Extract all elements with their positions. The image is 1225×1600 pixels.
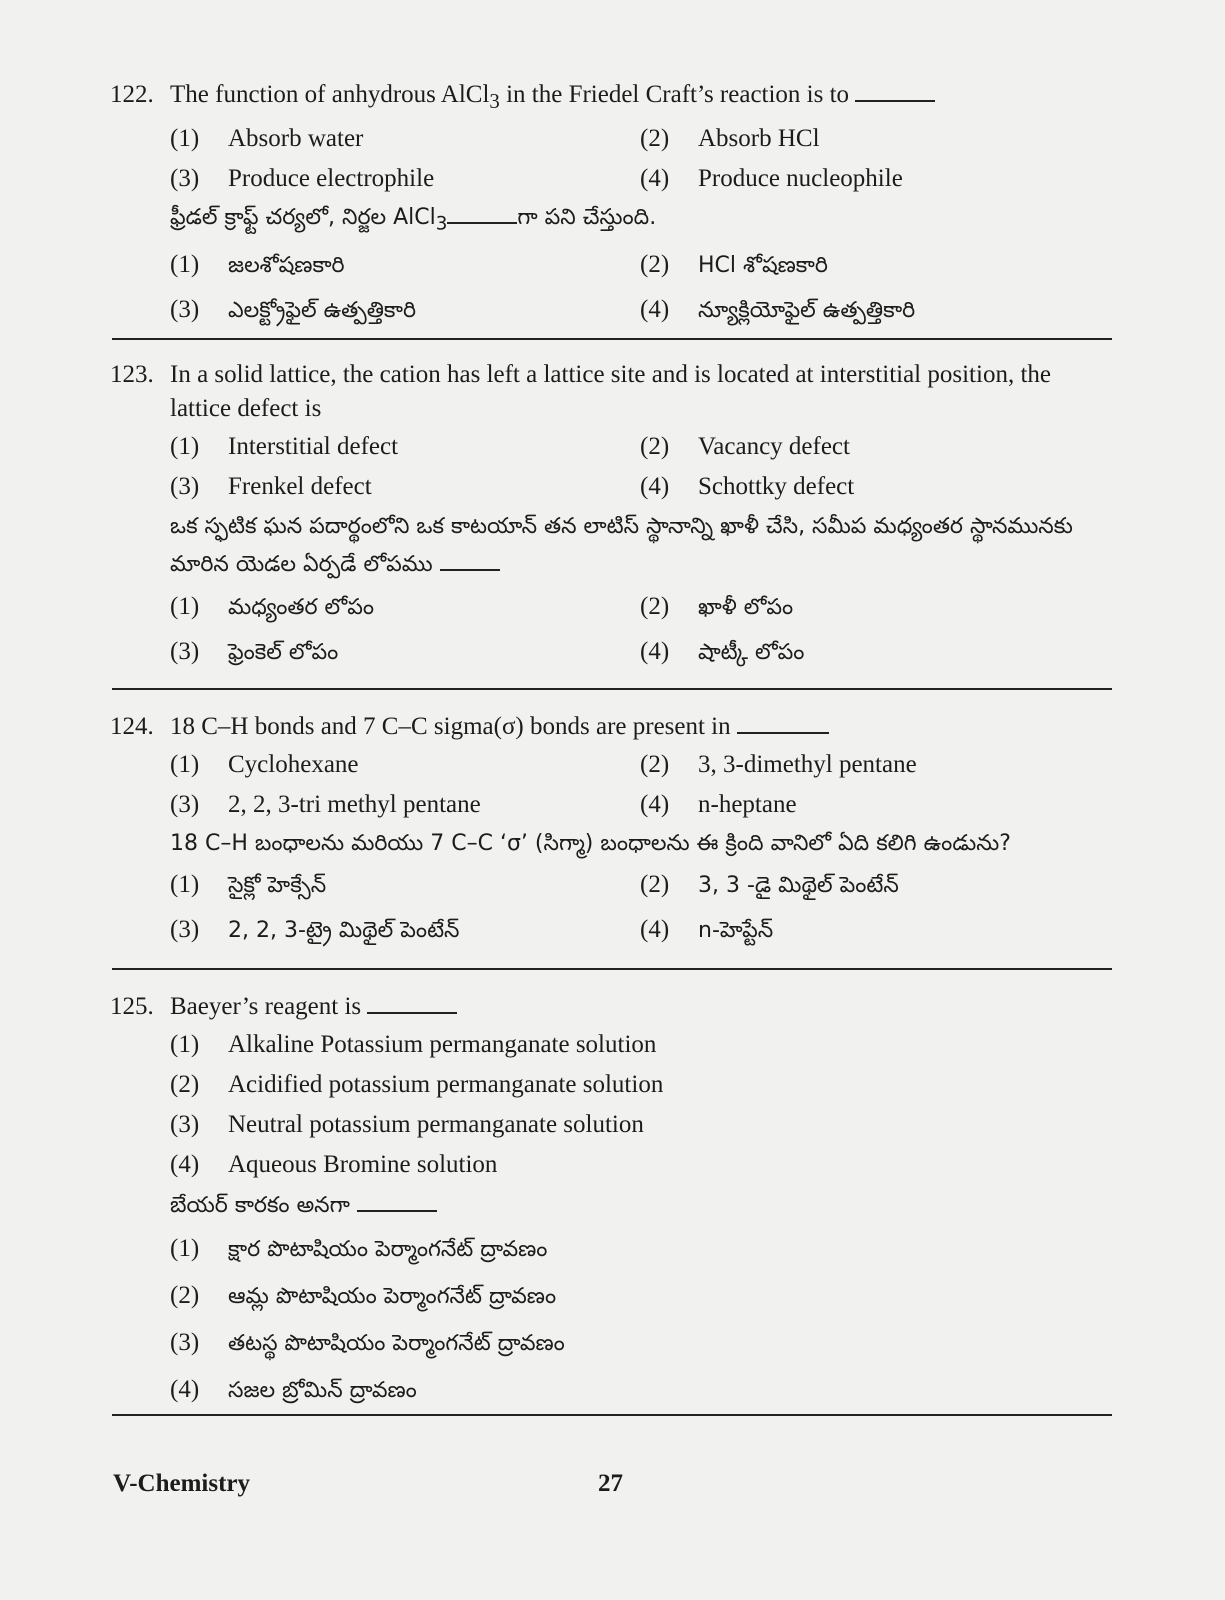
question-number: 124.: [110, 713, 154, 740]
option-4: [640, 162, 1110, 196]
question-text-part: 18 C–H bonds and 7 C–C sigma(σ) bonds are present in: [170, 713, 731, 740]
telugu-text-part: బేయర్ కారకం అనగా: [170, 1193, 350, 1218]
telugu-text-part: 18 C–H బంధాలను మరియు 7 C–C ‘σ’ (సిగ్మా) బంధాలను ఈ క్రింది వానిలో ఏది కలిగి ఉండును?: [170, 831, 1011, 856]
option-number: (2): [640, 433, 670, 460]
option-2: [170, 1279, 1110, 1314]
option-number: (2): [640, 593, 670, 620]
option-label: ఎలక్ట్రోఫైల్ ఉత్పత్తికారి: [228, 298, 417, 324]
subscript: 3: [435, 213, 448, 235]
option-number: (1): [170, 1031, 200, 1058]
option-label: సైక్లో హెక్సేన్: [228, 873, 327, 898]
option-label: 2, 2, 3-ట్రై మిథైల్ పెంటేన్: [228, 918, 460, 943]
option-label: 2, 2, 3-tri methyl pentane: [228, 791, 481, 818]
option-label: షాట్కీ లోపం: [698, 640, 805, 665]
option-3: [170, 788, 640, 822]
question-text-part: The function of anhydrous AlCl: [170, 81, 490, 108]
question-text: [110, 710, 1110, 744]
question-125: [110, 990, 1110, 1408]
option-number: (4): [640, 916, 670, 943]
option-number: (2): [640, 751, 670, 778]
option-label: జలశోషణకారి: [228, 253, 345, 279]
option-number: (3): [170, 916, 200, 943]
option-label: Vacancy defect: [698, 433, 850, 460]
english-options: [170, 430, 1110, 504]
option-label: n-హెప్టేన్: [698, 918, 774, 943]
question-divider: [112, 338, 1112, 340]
option-label: 3, 3-dimethyl pentane: [698, 751, 917, 778]
option-number: (4): [640, 791, 670, 818]
option-3: [170, 1108, 1110, 1142]
answer-blank: [367, 992, 457, 1014]
question-divider: [112, 968, 1112, 970]
option-3: [170, 470, 640, 504]
option-number: (4): [640, 296, 670, 324]
english-options: [170, 748, 1110, 822]
question-text-part: in the Friedel Craft’s reaction is to: [499, 81, 850, 108]
option-3: [170, 162, 640, 196]
option-4: [640, 788, 1110, 822]
option-2: [640, 868, 1110, 903]
telugu-options: [170, 248, 1110, 328]
option-2: [640, 748, 1110, 782]
option-number: (3): [170, 791, 200, 818]
option-label: Absorb HCl: [698, 125, 820, 152]
option-number: (1): [170, 1235, 200, 1262]
footer-subject: V-Chemistry: [113, 1470, 250, 1497]
option-1: [170, 868, 640, 903]
telugu-options: [170, 590, 1110, 670]
question-text: [110, 990, 1110, 1024]
option-1: [170, 590, 640, 625]
page-number: 27: [598, 1470, 623, 1497]
option-3: [170, 913, 640, 948]
option-number: (2): [640, 125, 670, 152]
option-number: (1): [170, 871, 200, 898]
option-label: తటస్థ పొటాషియం పెర్మాంగనేట్ ద్రావణం: [228, 1331, 565, 1356]
question-text-part: In a solid lattice, the cation has left a lattice site and is located at interstitial position, the lattice defect is: [170, 361, 1051, 422]
option-number: (1): [170, 751, 200, 778]
option-number: (3): [170, 1329, 200, 1356]
option-4: [170, 1148, 1110, 1182]
telugu-options: [170, 1232, 1110, 1408]
telugu-question-text: [170, 508, 1110, 584]
option-label: Aqueous Bromine solution: [228, 1151, 498, 1178]
question-divider: [112, 688, 1112, 690]
option-1: [170, 1232, 1110, 1267]
option-number: (2): [640, 251, 670, 279]
option-number: (4): [170, 1376, 200, 1403]
option-2: [640, 248, 1110, 283]
option-number: (4): [640, 473, 670, 500]
telugu-text-part: ఒక స్ఫటిక ఘన పదార్థంలోని ఒక కాటయాన్ తన లాటిస్ స్థానాన్ని ఖాళీ చేసి, సమీప మధ్యంతర స్థానమునకు మారిన యెడల ఏర్పడే లోపము: [170, 514, 1073, 577]
option-label: Frenkel defect: [228, 473, 372, 500]
option-label: ఖాళీ లోపం: [698, 595, 794, 620]
option-1: [170, 430, 640, 464]
option-label: ఆమ్ల పొటాషియం పెర్మాంగనేట్ ద్రావణం: [228, 1284, 557, 1309]
option-label: Absorb water: [228, 125, 364, 152]
telugu-question-text: [170, 1188, 1110, 1224]
option-label: Alkaline Potassium permanganate solution: [228, 1031, 657, 1058]
option-label: Neutral potassium permanganate solution: [228, 1111, 644, 1138]
option-2: [170, 1068, 1110, 1102]
answer-blank: [447, 202, 517, 224]
option-number: (3): [170, 1111, 200, 1138]
english-options: [170, 122, 1110, 196]
option-2: [640, 590, 1110, 625]
option-label: n-heptane: [698, 791, 797, 818]
option-number: (2): [170, 1282, 200, 1309]
option-number: (2): [170, 1071, 200, 1098]
option-number: (3): [170, 638, 200, 665]
telugu-question-text: [170, 826, 1110, 862]
option-4: [640, 470, 1110, 504]
option-label: ఫ్రెంకెల్ లోపం: [228, 640, 339, 665]
option-label: 3, 3 -డై మిథైల్ పెంటేన్: [698, 873, 899, 898]
option-label: క్షార పొటాషియం పెర్మాంగనేట్ ద్రావణం: [228, 1237, 548, 1262]
option-1: [170, 122, 640, 156]
option-label: Produce nucleophile: [698, 165, 903, 192]
option-number: (2): [640, 871, 670, 898]
option-1: [170, 748, 640, 782]
option-label: Schottky defect: [698, 473, 855, 500]
option-3: [170, 293, 640, 328]
english-options: [170, 1028, 1110, 1182]
question-number: 123.: [110, 361, 154, 388]
question-123: [110, 358, 1110, 670]
option-4: [640, 635, 1110, 670]
option-2: [640, 430, 1110, 464]
question-text-part: Baeyer’s reagent is: [170, 993, 362, 1020]
option-number: (1): [170, 251, 200, 279]
question-number: 125.: [110, 993, 154, 1020]
subscript: 3: [489, 89, 500, 113]
option-3: [170, 635, 640, 670]
option-number: (3): [170, 473, 200, 500]
option-label: మధ్యంతర లోపం: [228, 595, 374, 620]
option-label: సజల బ్రోమిన్ ద్రావణం: [228, 1378, 417, 1403]
option-number: (3): [170, 165, 200, 192]
option-label: Produce electrophile: [228, 165, 435, 192]
option-1: [170, 248, 640, 283]
option-label: Cyclohexane: [228, 751, 359, 778]
option-number: (1): [170, 593, 200, 620]
option-label: Acidified potassium permanganate solution: [228, 1071, 664, 1098]
question-text: [110, 358, 1110, 426]
question-divider: [112, 1414, 1112, 1416]
option-number: (4): [640, 165, 670, 192]
question-124: [110, 710, 1110, 948]
question-number: 122.: [110, 81, 154, 108]
telugu-question-text: [170, 200, 1110, 242]
option-label: HCl శోషణకారి: [698, 253, 828, 279]
answer-blank: [357, 1190, 437, 1212]
option-label: Interstitial defect: [228, 433, 399, 460]
telugu-options: [170, 868, 1110, 948]
answer-blank: [440, 549, 500, 571]
option-4: [640, 293, 1110, 328]
answer-blank: [855, 80, 935, 102]
option-number: (3): [170, 296, 200, 324]
option-label: న్యూక్లియోఫైల్ ఉత్పత్తికారి: [698, 298, 916, 324]
telugu-text-part: గా పని చేస్తుంది.: [517, 205, 657, 230]
option-number: (4): [170, 1151, 200, 1178]
option-4: [170, 1373, 1110, 1408]
option-number: (1): [170, 125, 200, 152]
answer-blank: [737, 712, 829, 734]
question-text: [110, 78, 1110, 118]
option-3: [170, 1326, 1110, 1361]
option-number: (1): [170, 433, 200, 460]
telugu-text-part: ఫ్రీడల్ క్రాఫ్ట్ చర్యలో, నిర్జల AlCl: [170, 205, 436, 230]
option-1: [170, 1028, 1110, 1062]
option-number: (4): [640, 638, 670, 665]
option-4: [640, 913, 1110, 948]
question-122: [110, 78, 1110, 328]
option-2: [640, 122, 1110, 156]
